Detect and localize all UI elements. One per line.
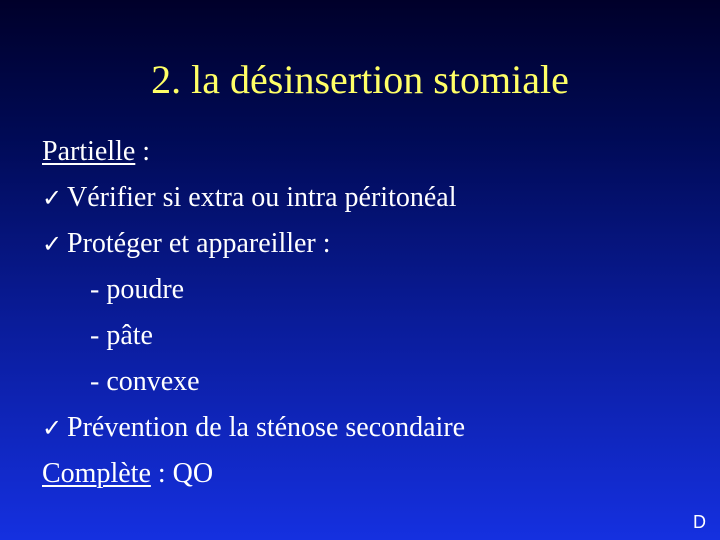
sub-item-convexe: - convexe xyxy=(90,366,200,397)
list-item-text: Prévention de la sténose secondaire xyxy=(67,412,466,443)
list-item-proteger xyxy=(42,226,331,262)
checkmark-icon: ✓ xyxy=(42,414,63,442)
list-item-text: Vérifier si extra ou intra péritonéal xyxy=(67,182,457,213)
partielle-label: Partielle xyxy=(42,136,136,167)
list-item-verifier xyxy=(42,180,457,216)
checkmark-icon: ✓ xyxy=(42,184,63,212)
complete-suffix: : QO xyxy=(150,458,214,489)
list-item-prevention xyxy=(42,410,465,446)
complete-label: Complète xyxy=(42,458,151,489)
partielle-heading xyxy=(42,134,150,170)
partielle-suffix: : xyxy=(135,136,151,167)
sub-item-poudre: - poudre xyxy=(90,274,185,305)
checkmark-icon: ✓ xyxy=(42,230,63,258)
complete-heading xyxy=(42,456,213,492)
sub-item-pate: - pâte xyxy=(90,320,153,351)
slide-title: 2. la désinsertion stomiale xyxy=(151,57,569,102)
list-item-text: Protéger et appareiller : xyxy=(67,228,331,259)
footer-mark: D xyxy=(693,512,706,532)
